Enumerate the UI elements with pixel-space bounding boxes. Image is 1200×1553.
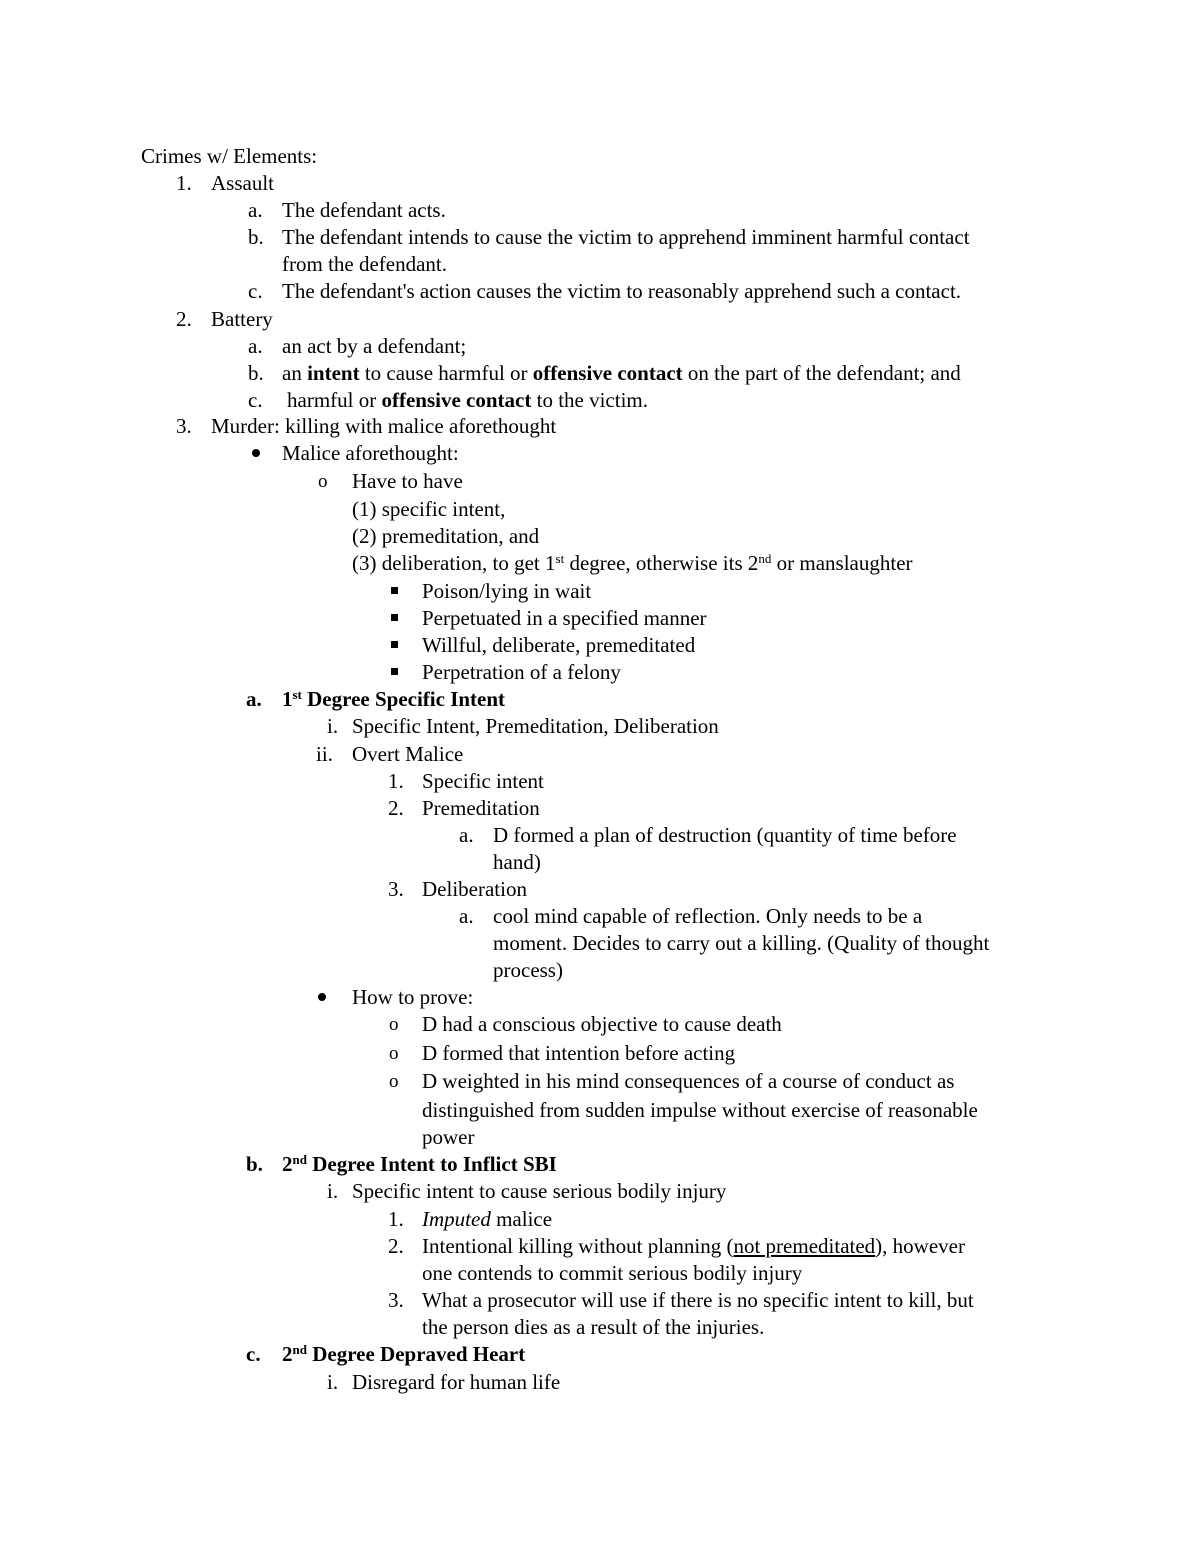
have-to-have: Have to have: [352, 469, 463, 493]
first-degree-i-text: Specific Intent, Premeditation, Deliberation: [352, 714, 719, 738]
assault-c-text: The defendant's action causes the victim to reasonably apprehend such a contact.: [282, 279, 962, 303]
deliberation-a-line3: process): [493, 958, 563, 982]
premeditation-a-line1: D formed a plan of destruction (quantity of time before: [493, 823, 957, 847]
assault-number: 1.: [176, 171, 192, 195]
second-sbi-i-text: Specific intent to cause serious bodily injury: [352, 1179, 727, 1203]
second-sbi-heading: 2nd Degree Intent to Inflict SBI: [282, 1152, 557, 1176]
premeditation-a-marker: a.: [459, 823, 474, 847]
square-bullet-icon: [391, 668, 398, 675]
second-depraved-marker: c.: [246, 1342, 261, 1366]
second-depraved-heading: 2nd Degree Depraved Heart: [282, 1342, 526, 1366]
battery-c-marker: c.: [248, 388, 263, 412]
deliberation-a-marker: a.: [459, 904, 474, 928]
way-item: Poison/lying in wait: [422, 579, 592, 603]
circle-bullet-icon: o: [389, 1014, 399, 1035]
prove-item-2: D formed that intention before acting: [422, 1041, 736, 1065]
battery-a-marker: a.: [248, 334, 263, 358]
way-item: Perpetration of a felony: [422, 660, 621, 684]
first-degree-marker: a.: [246, 687, 262, 711]
requirement-3: (3) deliberation, to get 1st degree, otherwise its 2nd or manslaughter: [352, 551, 913, 575]
overt-3-text: Deliberation: [422, 877, 527, 901]
heading: Crimes w/ Elements:: [141, 144, 318, 168]
premeditation-a-line2: hand): [493, 850, 541, 874]
way-item: Perpetuated in a specified manner: [422, 606, 707, 630]
bullet-icon: [252, 449, 260, 457]
sbi-1-marker: 1.: [388, 1207, 404, 1231]
first-degree-i-marker: i.: [327, 714, 339, 738]
sbi-3-line2: the person dies as a result of the injuries.: [422, 1315, 765, 1339]
sbi-2-marker: 2.: [388, 1234, 404, 1258]
assault-title: Assault: [211, 171, 274, 195]
first-degree-ii-text: Overt Malice: [352, 742, 464, 766]
prove-item-3-line1: D weighted in his mind consequences of a course of conduct as: [422, 1069, 955, 1093]
murder-title: Murder: killing with malice aforethought: [211, 414, 557, 438]
square-bullet-icon: [391, 587, 398, 594]
bullet-icon: [318, 993, 326, 1001]
deliberation-a-line2: moment. Decides to carry out a killing. (Quality of thought: [493, 931, 990, 955]
murder-number: 3.: [176, 414, 192, 438]
intent-bold: intent: [307, 361, 360, 385]
battery-a-text: an act by a defendant;: [282, 334, 467, 358]
sbi-2-line1: Intentional killing without planning (not premeditated), however: [422, 1234, 965, 1258]
square-bullet-icon: [391, 641, 398, 648]
battery-c-text: harmful or offensive contact to the victim.: [287, 388, 649, 412]
sbi-2-line2: one contends to commit serious bodily injury: [422, 1261, 803, 1285]
square-bullet-icon: [391, 614, 398, 621]
first-degree-heading: 1st Degree Specific Intent: [282, 687, 506, 711]
sbi-3-marker: 3.: [388, 1288, 404, 1312]
assault-b-line1: The defendant intends to cause the victim to apprehend imminent harmful contact: [282, 225, 970, 249]
requirement-2: (2) premeditation, and: [352, 524, 540, 548]
offensive-contact-bold: offensive contact: [532, 361, 683, 385]
circle-bullet-icon: o: [318, 471, 328, 492]
battery-b-marker: b.: [248, 361, 264, 385]
battery-number: 2.: [176, 307, 192, 331]
circle-bullet-icon: o: [389, 1043, 399, 1064]
prove-item-1: D had a conscious objective to cause death: [422, 1012, 782, 1036]
deliberation-a-line1: cool mind capable of reflection. Only needs to be a: [493, 904, 923, 928]
second-depraved-i-text: Disregard for human life: [352, 1370, 561, 1394]
second-depraved-i-marker: i.: [327, 1370, 339, 1394]
way-item: Willful, deliberate, premeditated: [422, 633, 696, 657]
overt-2-text: Premeditation: [422, 796, 540, 820]
second-sbi-marker: b.: [246, 1152, 263, 1176]
sbi-3-line1: What a prosecutor will use if there is no specific intent to kill, but: [422, 1288, 974, 1312]
assault-c-marker: c.: [248, 279, 263, 303]
battery-b-text: an intent to cause harmful or offensive contact on the part of the defendant; and: [282, 361, 961, 385]
assault-a-text: The defendant acts.: [282, 198, 446, 222]
how-to-prove: How to prove:: [352, 985, 474, 1009]
requirement-1: (1) specific intent,: [352, 497, 506, 521]
assault-b-marker: b.: [248, 225, 264, 249]
offensive-contact-bold: offensive contact: [381, 388, 532, 412]
prove-item-3-line3: power: [422, 1125, 475, 1149]
sbi-1-text: Imputed malice: [422, 1207, 553, 1231]
circle-bullet-icon: o: [389, 1071, 399, 1092]
prove-item-3-line2: distinguished from sudden impulse without exercise of reasonable: [422, 1098, 978, 1122]
malice-aforethought: Malice aforethought:: [282, 441, 459, 465]
first-degree-ii-marker: ii.: [316, 742, 333, 766]
overt-1-text: Specific intent: [422, 769, 544, 793]
assault-a-marker: a.: [248, 198, 263, 222]
overt-3-marker: 3.: [388, 877, 404, 901]
overt-2-marker: 2.: [388, 796, 404, 820]
assault-b-line2: from the defendant.: [282, 252, 448, 276]
overt-1-marker: 1.: [388, 769, 404, 793]
second-sbi-i-marker: i.: [327, 1179, 339, 1203]
battery-title: Battery: [211, 307, 273, 331]
